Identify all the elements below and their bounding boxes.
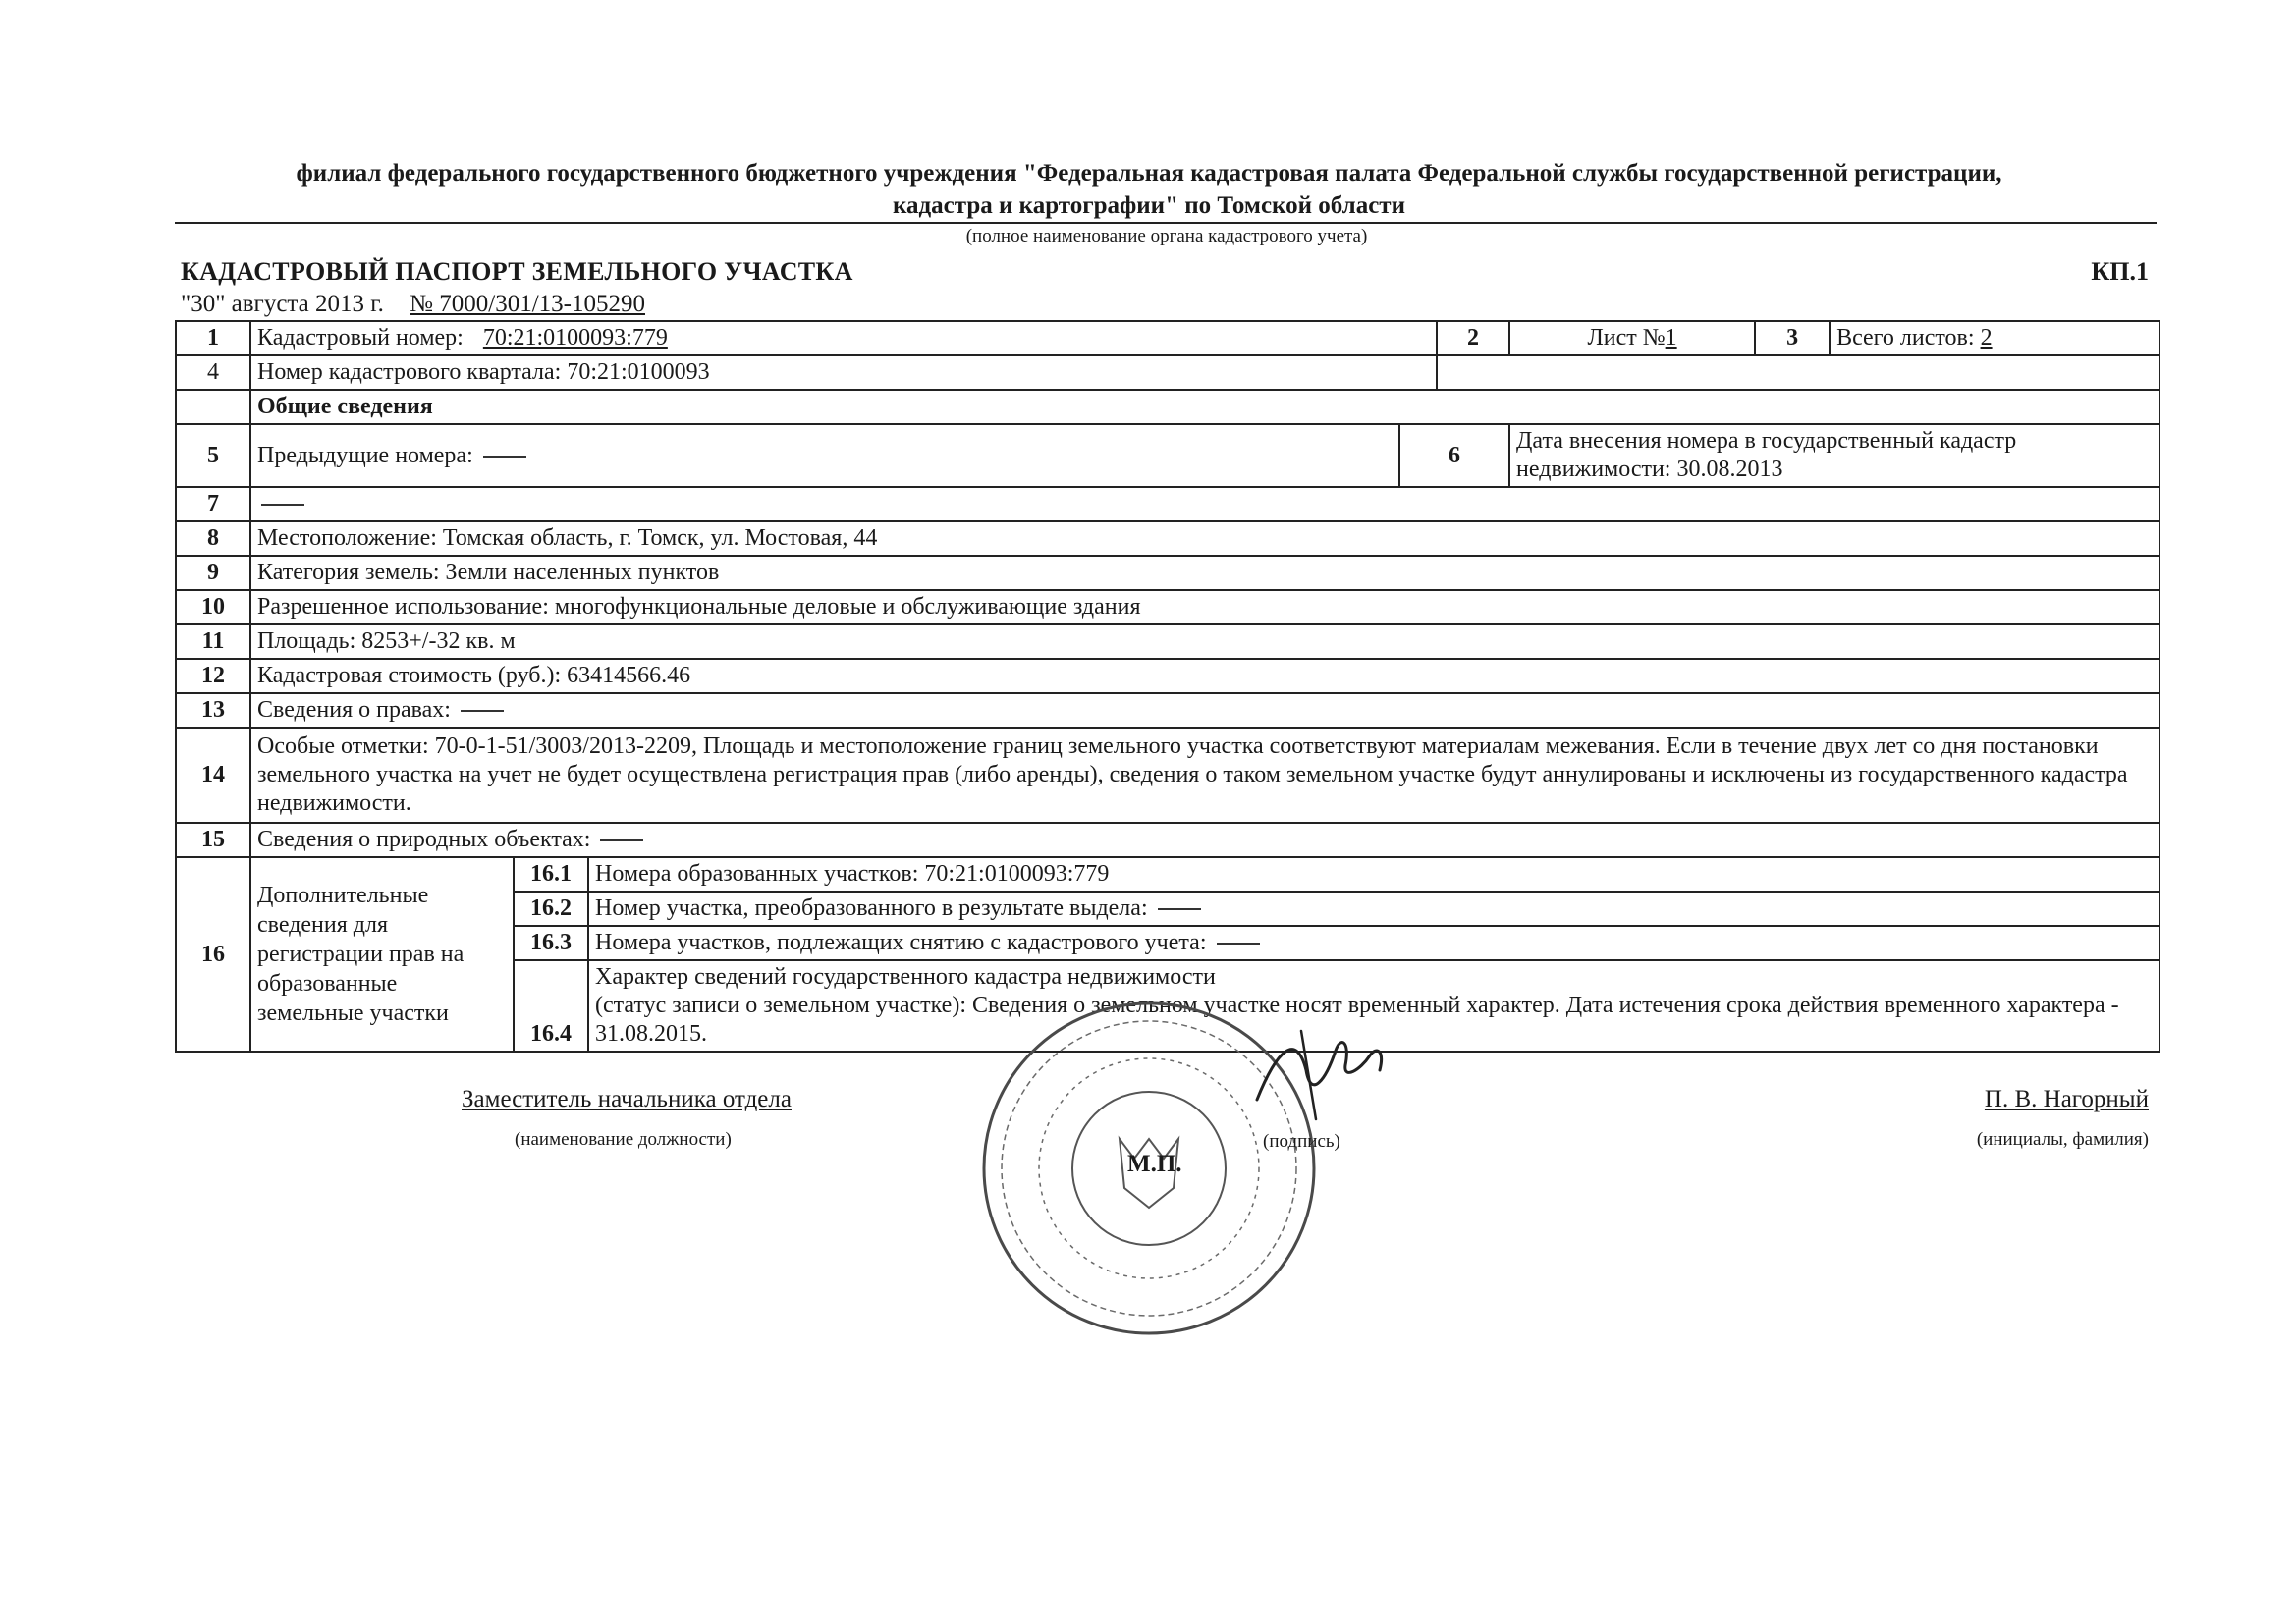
row-9 [176, 556, 2159, 590]
area: Площадь: 8253+/-32 кв. м [250, 624, 2159, 659]
cadastral-number-value: 70:21:0100093:779 [482, 325, 668, 351]
record-status-line-1: Характер сведений государственного кадастра недвижимости [595, 964, 1216, 990]
row-13 [176, 693, 2159, 728]
signature-stroke [1301, 1031, 1316, 1119]
permitted-use: Разрешенное использование: многофункциональные деловые и обслуживающие здания [250, 590, 2159, 624]
row-number: 15 [176, 823, 250, 857]
natural-objects [250, 823, 2159, 857]
row-number: 4 [176, 355, 250, 390]
total-sheets-cell [1830, 321, 2159, 355]
signature-caption: (подпись) [1263, 1131, 1340, 1152]
handwritten-signature [1247, 1011, 1404, 1129]
row-number: 3 [1755, 321, 1830, 355]
empty-dash [600, 839, 643, 841]
organization-caption: (полное наименование органа кадастрового учета) [965, 226, 1368, 246]
row-8 [176, 521, 2159, 556]
row-14 [176, 728, 2159, 823]
row-11 [176, 624, 2159, 659]
transformed-parcel [588, 892, 2159, 926]
previous-numbers-label: Предыдущие номера: [257, 442, 473, 468]
cadastral-value: Кадастровая стоимость (руб.): 63414566.46 [250, 659, 2159, 693]
row-15 [176, 823, 2159, 857]
sheet-value: 1 [1665, 325, 1677, 351]
document-number: № 7000/301/13-105290 [410, 291, 645, 317]
empty-dash [461, 710, 504, 712]
cadastral-table [175, 320, 2160, 1053]
sub-number: 16.4 [514, 960, 588, 1052]
transformed-parcel-label: Номер участка, преобразованного в результате выдела: [595, 895, 1148, 921]
empty-dash [261, 504, 304, 506]
row-7 [176, 487, 2159, 521]
row-number: 1 [176, 321, 250, 355]
location: Местоположение: Томская область, г. Томск, ул. Мостовая, 44 [250, 521, 2159, 556]
natural-objects-label: Сведения о природных объектах: [257, 827, 591, 852]
document-date-line [181, 291, 645, 318]
sheet-label: Лист № [1587, 325, 1666, 351]
row-section [176, 390, 2159, 424]
row-5 [176, 424, 2159, 487]
row-number: 6 [1399, 424, 1509, 487]
registration-date: Дата внесения номера в государственный кадастр недвижимости: 30.08.2013 [1509, 424, 2159, 487]
additional-info-label: Дополнительные сведения для регистрации прав на образованные земельные участки [250, 857, 514, 1052]
row-16-1 [176, 857, 2159, 892]
removed-parcels [588, 926, 2159, 960]
row-number: 7 [176, 487, 250, 521]
cadastral-number-label: Кадастровый номер: [257, 325, 464, 351]
empty-dash [483, 456, 526, 458]
cadastral-number-cell [250, 321, 1437, 355]
row-number: 16 [176, 857, 250, 1052]
document-date: "30" августа 2013 г. [181, 291, 384, 317]
empty-cell [1437, 355, 2159, 390]
row-number: 11 [176, 624, 250, 659]
signer-name: П. В. Нагорный [1984, 1086, 2149, 1112]
row-10 [176, 590, 2159, 624]
empty-dash [1158, 908, 1201, 910]
record-status-line-2: (статус записи о земельном участке): Сведения о земельном участке носят временный характер. Дата истечения срока действия временного характера - 31.08.2015. [595, 993, 2119, 1047]
formed-parcels: Номера образованных участков: 70:21:0100093:779 [588, 857, 2159, 892]
rights-label: Сведения о правах: [257, 697, 451, 723]
empty-cell [176, 390, 250, 424]
position-caption: (наименование должности) [515, 1129, 732, 1150]
section-heading: Общие сведения [250, 390, 2159, 424]
organization-name [177, 157, 2121, 222]
row-4 [176, 355, 2159, 390]
form-code: КП.1 [2091, 257, 2149, 286]
empty-dash [1217, 943, 1260, 945]
organization-line-2: кадастра и картографии" по Томской области [893, 192, 1405, 219]
header-rule [175, 222, 2157, 224]
removed-parcels-label: Номера участков, подлежащих снятию с кадастрового учета: [595, 930, 1207, 955]
organization-line-1: филиал федерального государственного бюджетного учреждения "Федеральная кадастровая палата Федеральной службы государственной регистрации, [296, 160, 2002, 187]
sub-number: 16.2 [514, 892, 588, 926]
row-7-value [250, 487, 2159, 521]
signer-position: Заместитель начальника отдела [462, 1086, 792, 1112]
total-sheets-label: Всего листов: [1836, 325, 1975, 351]
row-12 [176, 659, 2159, 693]
sub-number: 16.1 [514, 857, 588, 892]
sheet-cell [1509, 321, 1755, 355]
row-number: 12 [176, 659, 250, 693]
document-title: КАДАСТРОВЫЙ ПАСПОРТ ЗЕМЕЛЬНОГО УЧАСТКА [181, 257, 853, 286]
land-category: Категория земель: Земли населенных пунктов [250, 556, 2159, 590]
total-sheets-value: 2 [1980, 325, 1993, 351]
row-number: 13 [176, 693, 250, 728]
rights-info [250, 693, 2159, 728]
row-number: 5 [176, 424, 250, 487]
name-caption: (инициалы, фамилия) [1976, 1129, 2149, 1150]
signature-stroke [1257, 1043, 1382, 1100]
row-number: 10 [176, 590, 250, 624]
row-number: 9 [176, 556, 250, 590]
quarter-number: Номер кадастрового квартала: 70:21:0100093 [250, 355, 1437, 390]
special-notes: Особые отметки: 70-0-1-51/3003/2013-2209, Площадь и местоположение границ земельного участка соответствуют материалам межевания. Если в течение двух лет со дня постановки земельного участка на учет не будет осуществлена регистрация прав (либо аренды), сведения о таком земельном участке будут аннулированы и исключены из государственного кадастра недвижимости. [250, 728, 2159, 823]
row-number: 8 [176, 521, 250, 556]
sub-number: 16.3 [514, 926, 588, 960]
stamp-label: М.П. [1127, 1151, 1182, 1177]
row-number: 2 [1437, 321, 1509, 355]
previous-numbers-cell [250, 424, 1399, 487]
row-number: 14 [176, 728, 250, 823]
row-1 [176, 321, 2159, 355]
